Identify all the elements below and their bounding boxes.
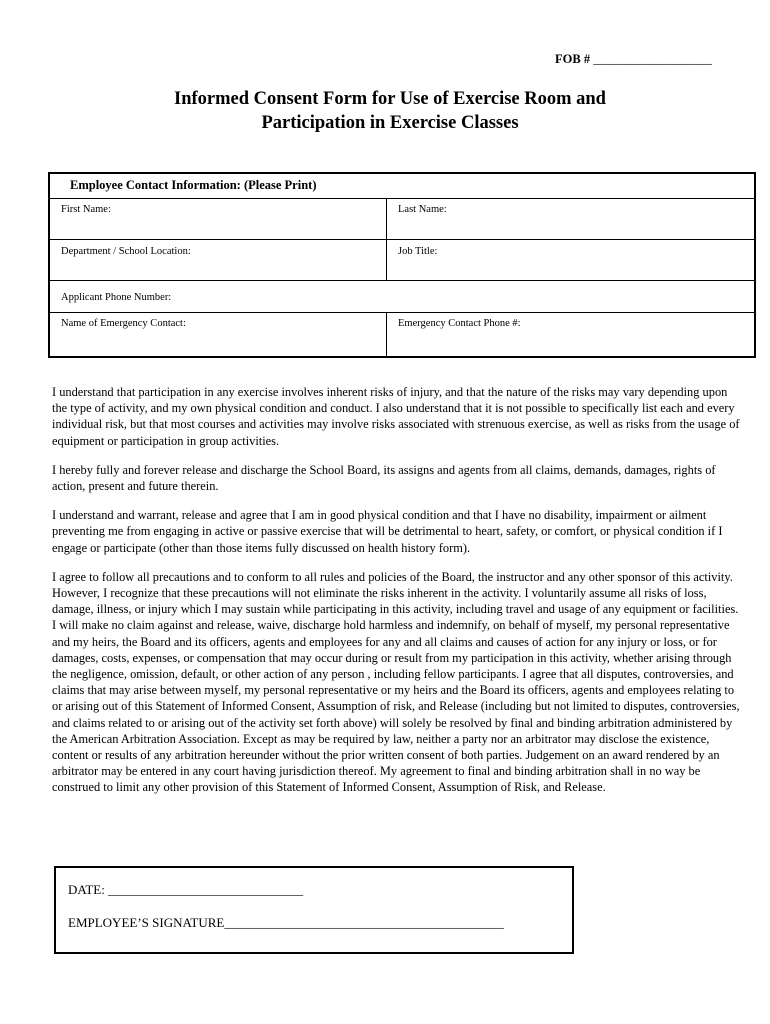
- emergency-contact-name-field[interactable]: Name of Emergency Contact:: [61, 318, 186, 329]
- emergency-contact-phone-field[interactable]: Emergency Contact Phone #:: [398, 318, 521, 329]
- title-line-2: Participation in Exercise Classes: [261, 113, 519, 133]
- fob-field[interactable]: [555, 52, 712, 67]
- contact-heading: Employee Contact Information: (Please Print): [70, 178, 317, 192]
- signature-box: [54, 866, 574, 954]
- page-title: [0, 87, 770, 135]
- divider: [386, 312, 387, 358]
- consent-body: [52, 384, 742, 809]
- department-field[interactable]: Department / School Location:: [61, 246, 191, 257]
- first-name-field[interactable]: First Name:: [61, 204, 111, 215]
- employee-signature-field[interactable]: EMPLOYEE’S SIGNATURE___________________________________________: [68, 915, 504, 930]
- contact-info-box: [48, 172, 756, 358]
- divider: [50, 198, 754, 199]
- paragraph-risks: I understand that participation in any exercise involves inherent risks of injury, and that the nature of the risks may vary depending upon the type of activity, and my own physical condition and conduct. I also understand that it is not possible to specifically list each and every individual risk, but that most courses and activities may involve risks associated with strenuous exercise, as well as risks from the usage of equipment or participation in group activities.: [52, 385, 740, 448]
- fob-blank: ___________________: [593, 52, 712, 66]
- phone-field[interactable]: Applicant Phone Number:: [61, 292, 172, 303]
- paragraph-arbitration: I agree to follow all precautions and to conform to all rules and policies of the Board, the instructor and any other sponsor of this activity. However, I recognize that these precautions will not eliminate the risks inherent in the activity. I voluntarily assume all risks of loss, damage, illness, or injury which I may sustain while participating in this activity, including travel and usage of any equipment or facilities. I will make no claim against and release, waive, discharge hold harmless and indemnify, on behalf of myself, my personal representative and my heirs, the Board and its officers, agents and employees for any and all claims and causes of action for any injury or loss, or for damages, costs, expenses, or compensation that may occur during or result from my participation in this activity, whether arising through the negligence, omission, default, or other action of any person , including fellow participants. I agree that all disputes, controversies, and claims that may arise between myself, my personal representative or my heirs and the Board its officers, agents and employees relating to or arising out of this Statement of Informed Consent, Assumption of risk, and Release (including but not limited to disputes, controversies, and claims related to or arising out of the activity set forth above) will solely be resolved by final and binding arbitration administered by the American Arbitration Association. Except as may be required by law, neither a party nor an arbitrator may disclose the existence, content or results of any arbitration hereunder without the prior written consent of both parties. Judgement on an award rendered by an arbitrator may be entered in any court having jurisdiction thereof. My agreement to final and binding arbitration shall in no way be construed to limit any other provision of this Statement of Informed Consent, Assumption of Risk, and Release.: [52, 569, 740, 795]
- divider: [50, 280, 754, 281]
- last-name-field[interactable]: Last Name:: [398, 204, 447, 215]
- fob-label: FOB #: [555, 52, 591, 66]
- paragraph-release: I hereby fully and forever release and discharge the School Board, its assigns and agents from all claims, demands, damages, rights of action, present and future therein.: [52, 462, 716, 494]
- divider: [386, 198, 387, 280]
- title-line-1: Informed Consent Form for Use of Exercise Room and: [174, 89, 606, 109]
- job-title-field[interactable]: Job Title:: [398, 246, 438, 257]
- divider: [50, 312, 754, 313]
- date-field[interactable]: DATE: ______________________________: [68, 882, 304, 897]
- divider: [50, 239, 754, 240]
- paragraph-warranty: I understand and warrant, release and agree that I am in good physical condition and that I have no disability, impairment or ailment preventing me from engaging in active or passive exercise that will be detrimental to heart, safety, or comfort, or physical condition if I engage or participate (other than those items fully discussed on health history form).: [52, 508, 723, 555]
